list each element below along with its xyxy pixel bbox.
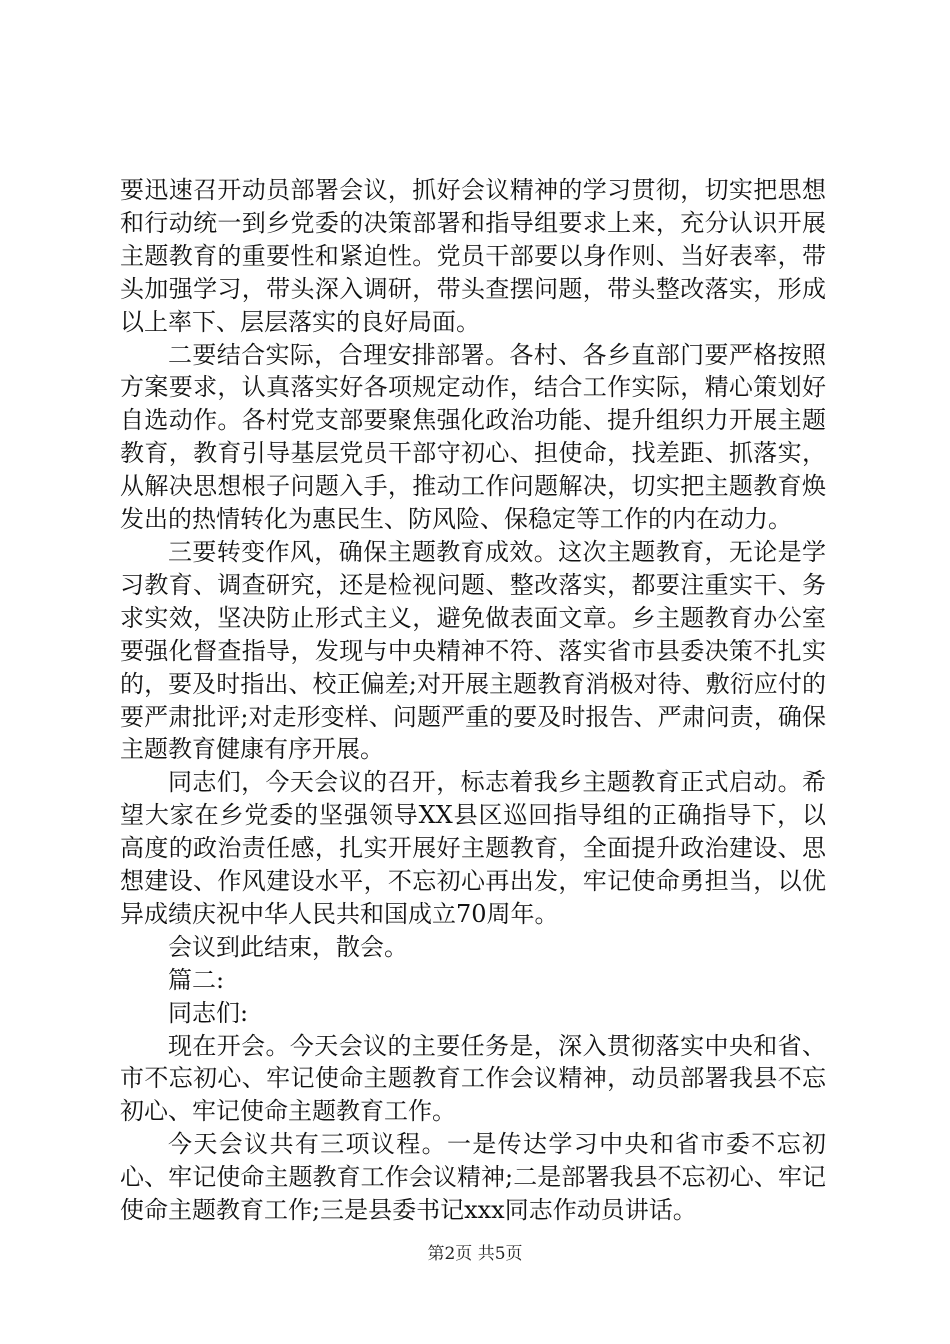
paragraph-meeting-end: 会议到此结束，散会。 bbox=[168, 932, 408, 961]
paragraph-salutation: 同志们: bbox=[168, 998, 249, 1027]
paragraph-continuation: 要迅速召开动员部署会议，抓好会议精神的学习贯彻，切实把思想和行动统一到乡党委的决策部署和指导组要求上来，充分认识开展主题教育的重要性和紧迫性。党员干部要以身作则、当好表率，带头加强学习，带头深入调研，带头查摆问题，带头整改落实，形成以上率下、层层落实的良好局面。 bbox=[120, 176, 826, 336]
paragraph-meeting-opening: 现在开会。今天会议的主要任务是，深入贯彻落实中央和省、市不忘初心、牢记使命主题教育工作会议精神，动员部署我县不忘初心、牢记使命主题教育工作。 bbox=[120, 1031, 826, 1126]
paragraph-agenda: 今天会议共有三项议程。一是传达学习中央和省市委不忘初心、牢记使命主题教育工作会议精神;二是部署我县不忘初心、牢记使命主题教育工作;三是县委书记xxx同志作动员讲话。 bbox=[120, 1130, 826, 1225]
document-body bbox=[120, 174, 826, 1227]
section-heading-part-two: 篇二: bbox=[168, 965, 225, 994]
page-footer: 第2页 共5页 bbox=[427, 1244, 523, 1264]
paragraph-point-three: 三要转变作风，确保主题教育成效。这次主题教育，无论是学习教育、调查研究，还是检视问题、整改落实，都要注重实干、务求实效，坚决防止形式主义，避免做表面文章。乡主题教育办公室要强化督查指导，发现与中央精神不符、落实省市县委决策不扎实的，要及时指出、校正偏差;对开展主题教育消极对待、敷衍应付的要严肃批评;对走形变样、问题严重的要及时报告、严肃问责，确保主题教育健康有序开展。 bbox=[120, 537, 826, 764]
paragraph-closing-remarks: 同志们，今天会议的召开，标志着我乡主题教育正式启动。希望大家在乡党委的坚强领导XX县区巡回指导组的正确指导下，以高度的政治责任感，扎实开展好主题教育，全面提升政治建设、思想建设、作风建设水平，不忘初心再出发，牢记使命勇担当，以优异成绩庆祝中华人民共和国成立70周年。 bbox=[120, 768, 826, 928]
paragraph-point-two: 二要结合实际，合理安排部署。各村、各乡直部门要严格按照方案要求，认真落实好各项规定动作，结合工作实际，精心策划好自选动作。各村党支部要聚焦强化政治功能、提升组织力开展主题教育，教育引导基层党员干部守初心、担使命，找差距、抓落实，从解决思想根子问题入手，推动工作问题解决，切实把主题教育焕发出的热情转化为惠民生、防风险、保稳定等工作的内在动力。 bbox=[120, 340, 826, 534]
